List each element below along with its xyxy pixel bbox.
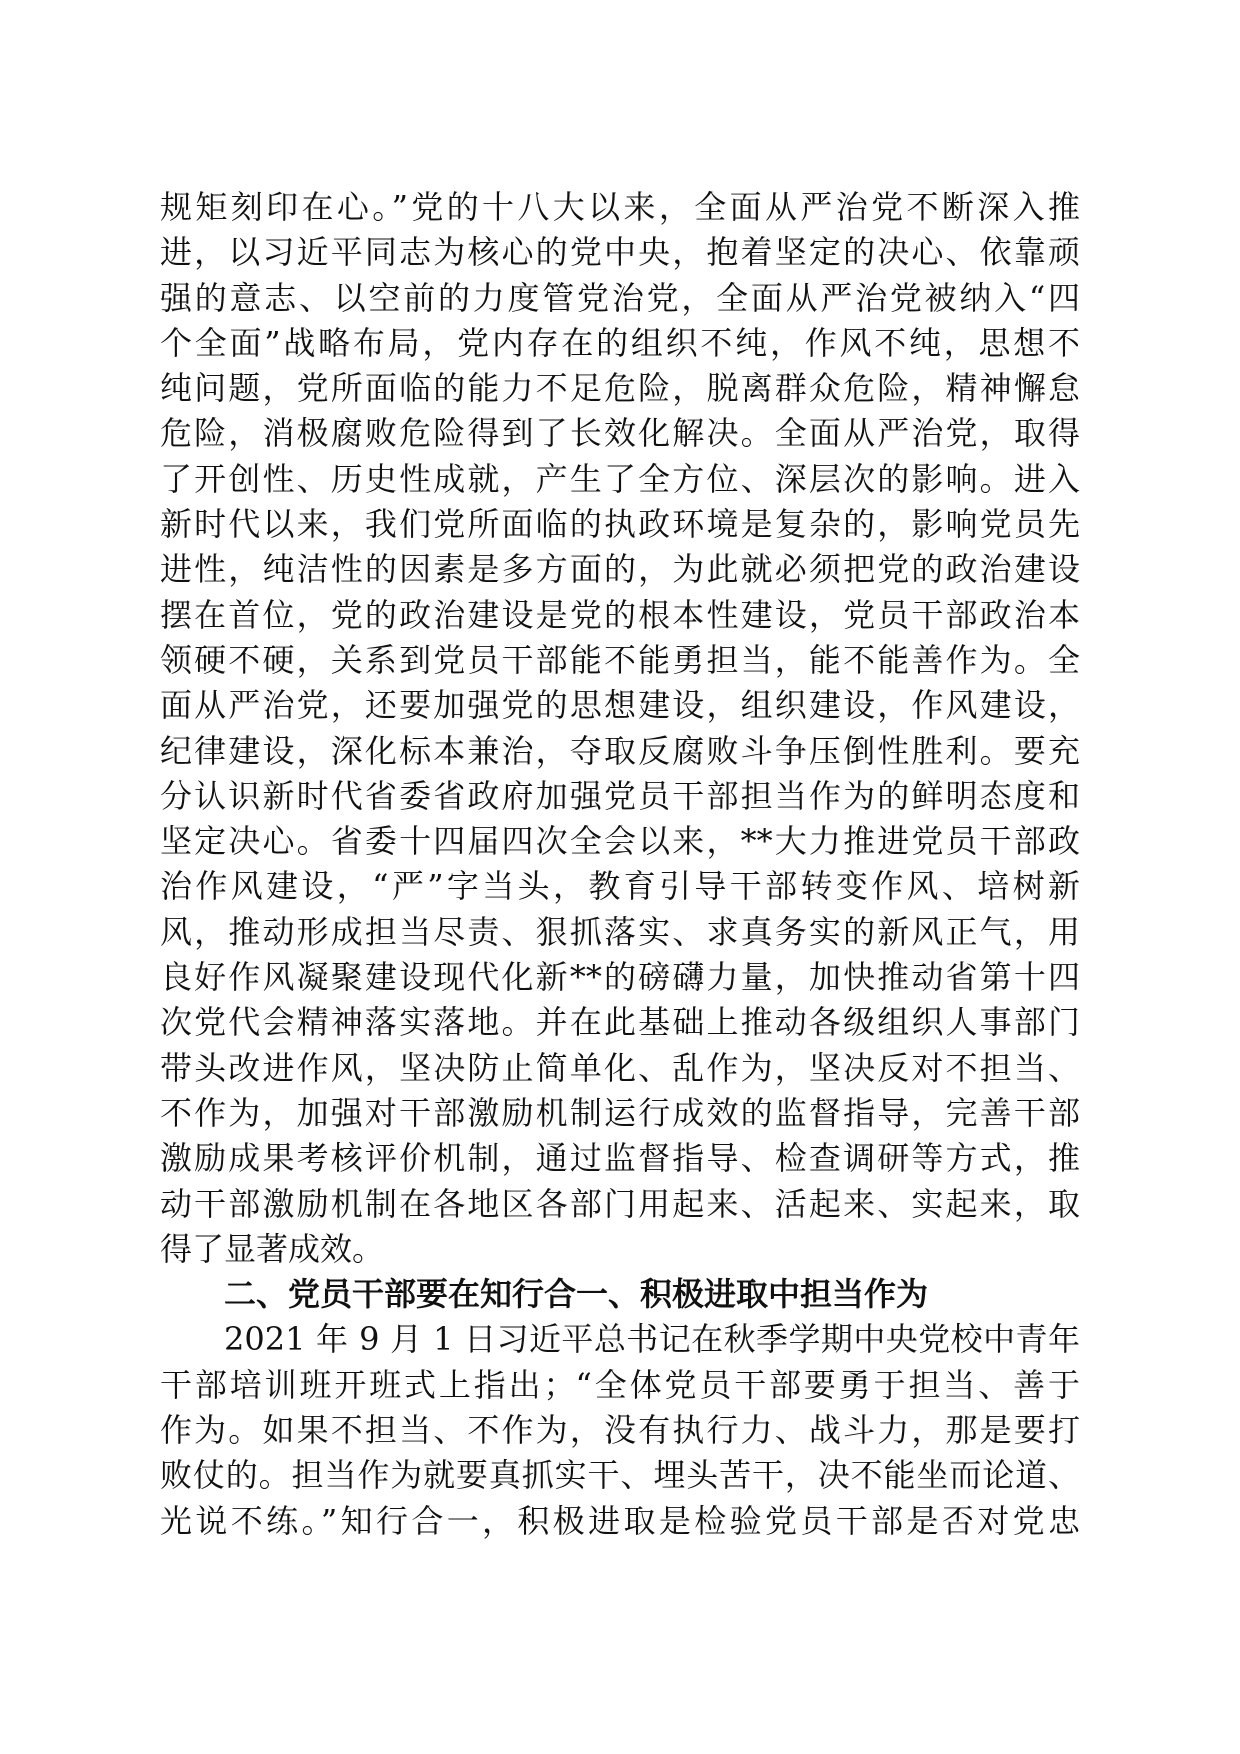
text-line: 进性，纯洁性的因素是多方面的，为此就必须把党的政治建设 <box>160 550 1080 589</box>
document-body <box>160 185 1080 1544</box>
text-line: 不作为，加强对干部激励机制运行成效的监督指导，完善干部 <box>160 1093 1080 1132</box>
text-line: 强的意志、以空前的力度管党治党，全面从严治党被纳入“四 <box>160 278 1080 317</box>
text-line: 领硬不硬，关系到党员干部能不能勇担当，能不能善作为。全 <box>160 640 1080 679</box>
text-line: 摆在首位，党的政治建设是党的根本性建设，党员干部政治本 <box>160 595 1080 634</box>
text-line: 坚定决心。省委十四届四次全会以来，**大力推进党员干部政 <box>160 822 1080 861</box>
text-line: 次党代会精神落实落地。并在此基础上推动各级组织人事部门 <box>160 1003 1080 1042</box>
text-line: 带头改进作风，坚决防止简单化、乱作为，坚决反对不担当、 <box>160 1048 1080 1087</box>
text-line: 激励成果考核评价机制，通过监督指导、检查调研等方式，推 <box>160 1139 1080 1178</box>
paragraph-2 <box>160 1317 1080 1543</box>
section-heading: 二、党员干部要在知行合一、积极进取中担当作为 <box>224 1275 929 1314</box>
text-line: 危险，消极腐败危险得到了长效化解决。全面从严治党，取得 <box>160 414 1080 453</box>
text-line: 2021 年 9 月 1 日习近平总书记在秋季学期中央党校中青年 <box>224 1320 1080 1359</box>
text-line: 治作风建设，“严”字当头，教育引导干部转变作风、培树新 <box>160 867 1080 906</box>
text-line: 败仗的。担当作为就要真抓实干、埋头苦干，决不能坐而论道、 <box>160 1456 1080 1495</box>
text-line: 风，推动形成担当尽责、狠抓落实、求真务实的新风正气，用 <box>160 912 1080 951</box>
text-line: 作为。如果不担当、不作为，没有执行力、战斗力，那是要打 <box>160 1411 1080 1450</box>
text-line: 良好作风凝聚建设现代化新**的磅礴力量，加快推动省第十四 <box>160 958 1080 997</box>
text-line: 进，以习近平同志为核心的党中央，抱着坚定的决心、依靠顽 <box>160 233 1080 272</box>
text-line: 面从严治党，还要加强党的思想建设，组织建设，作风建设， <box>160 686 1080 725</box>
paragraph-1 <box>160 185 1080 1272</box>
text-line: 动干部激励机制在各地区各部门用起来、活起来、实起来，取 <box>160 1184 1080 1223</box>
text-line: 干部培训班开班式上指出；“全体党员干部要勇于担当、善于 <box>160 1365 1080 1404</box>
text-line: 了开创性、历史性成就，产生了全方位、深层次的影响。进入 <box>160 459 1080 498</box>
text-line: 纪律建设，深化标本兼治，夺取反腐败斗争压倒性胜利。要充 <box>160 731 1080 770</box>
text-line: 光说不练。”知行合一，积极进取是检验党员干部是否对党忠 <box>160 1501 1080 1540</box>
text-line: 规矩刻印在心。”党的十八大以来，全面从严治党不断深入推 <box>160 188 1080 226</box>
text-line: 新时代以来，我们党所面临的执政环境是复杂的，影响党员先 <box>160 505 1080 544</box>
text-line: 纯问题，党所面临的能力不足危险，脱离群众危险，精神懈怠 <box>160 369 1080 408</box>
text-line: 个全面”战略布局，党内存在的组织不纯，作风不纯，思想不 <box>160 323 1080 362</box>
text-line: 得了显著成效。 <box>160 1229 385 1268</box>
text-line: 分认识新时代省委省政府加强党员干部担当作为的鲜明态度和 <box>160 776 1080 815</box>
